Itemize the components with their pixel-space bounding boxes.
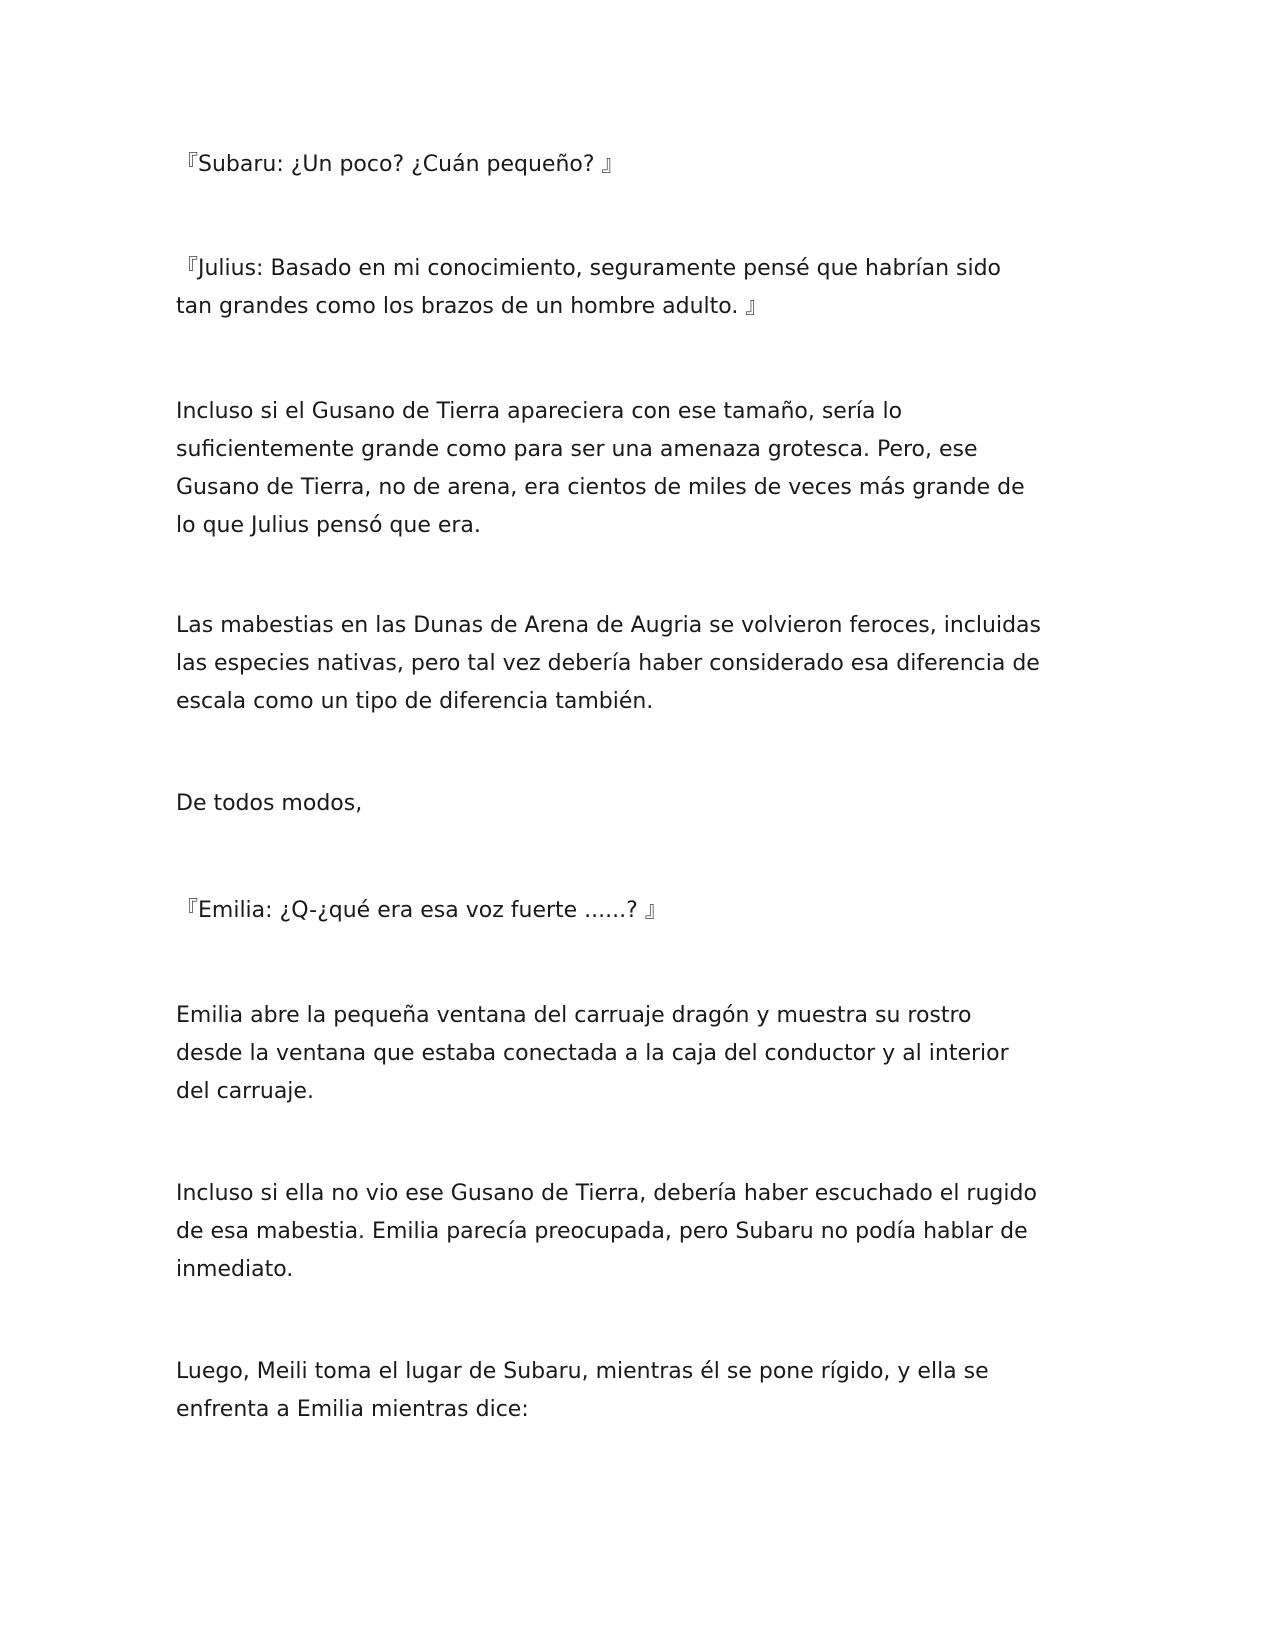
paragraph-gusano-tamano: Incluso si el Gusano de Tierra apareciera con ese tamaño, sería lo suficientemente grande como para ser una amenaza grotesca. Pero, ese Gusano de Tierra, no de arena, era cientos de miles de veces más grande de lo que Julius pensó que era.: [176, 399, 1025, 538]
paragraph-ventana: Emilia abre la pequeña ventana del carruaje dragón y muestra su rostro desde la ventana que estaba conectada a la caja del conductor y al interior del carruaje.: [176, 1003, 1009, 1104]
paragraph-rugido: Incluso si ella no vio ese Gusano de Tierra, debería haber escuchado el rugido de esa mabestia. Emilia parecía preocupada, pero Subaru no podía hablar de inmediato.: [176, 1181, 1037, 1282]
paragraph-de-todos-modos: De todos modos,: [176, 791, 363, 816]
paragraph-meili: Luego, Meili toma el lugar de Subaru, mientras él se pone rígido, y ella se enfrenta a Emilia mientras dice:: [176, 1359, 989, 1422]
paragraph-mabestias: Las mabestias en las Dunas de Arena de Augria se volvieron feroces, incluidas las especies nativas, pero tal vez debería haber considerado esa diferencia de escala como un tipo de diferencia también.: [176, 613, 1041, 714]
dialogue-emilia: 『Emilia: ¿Q-¿qué era esa voz fuerte ......? 』: [176, 898, 667, 923]
dialogue-julius: 『Julius: Basado en mi conocimiento, seguramente pensé que habrían sido tan grandes como los brazos de un hombre adulto. 』: [176, 256, 1002, 319]
dialogue-subaru: 『Subaru: ¿Un poco? ¿Cuán pequeño? 』: [176, 152, 624, 177]
